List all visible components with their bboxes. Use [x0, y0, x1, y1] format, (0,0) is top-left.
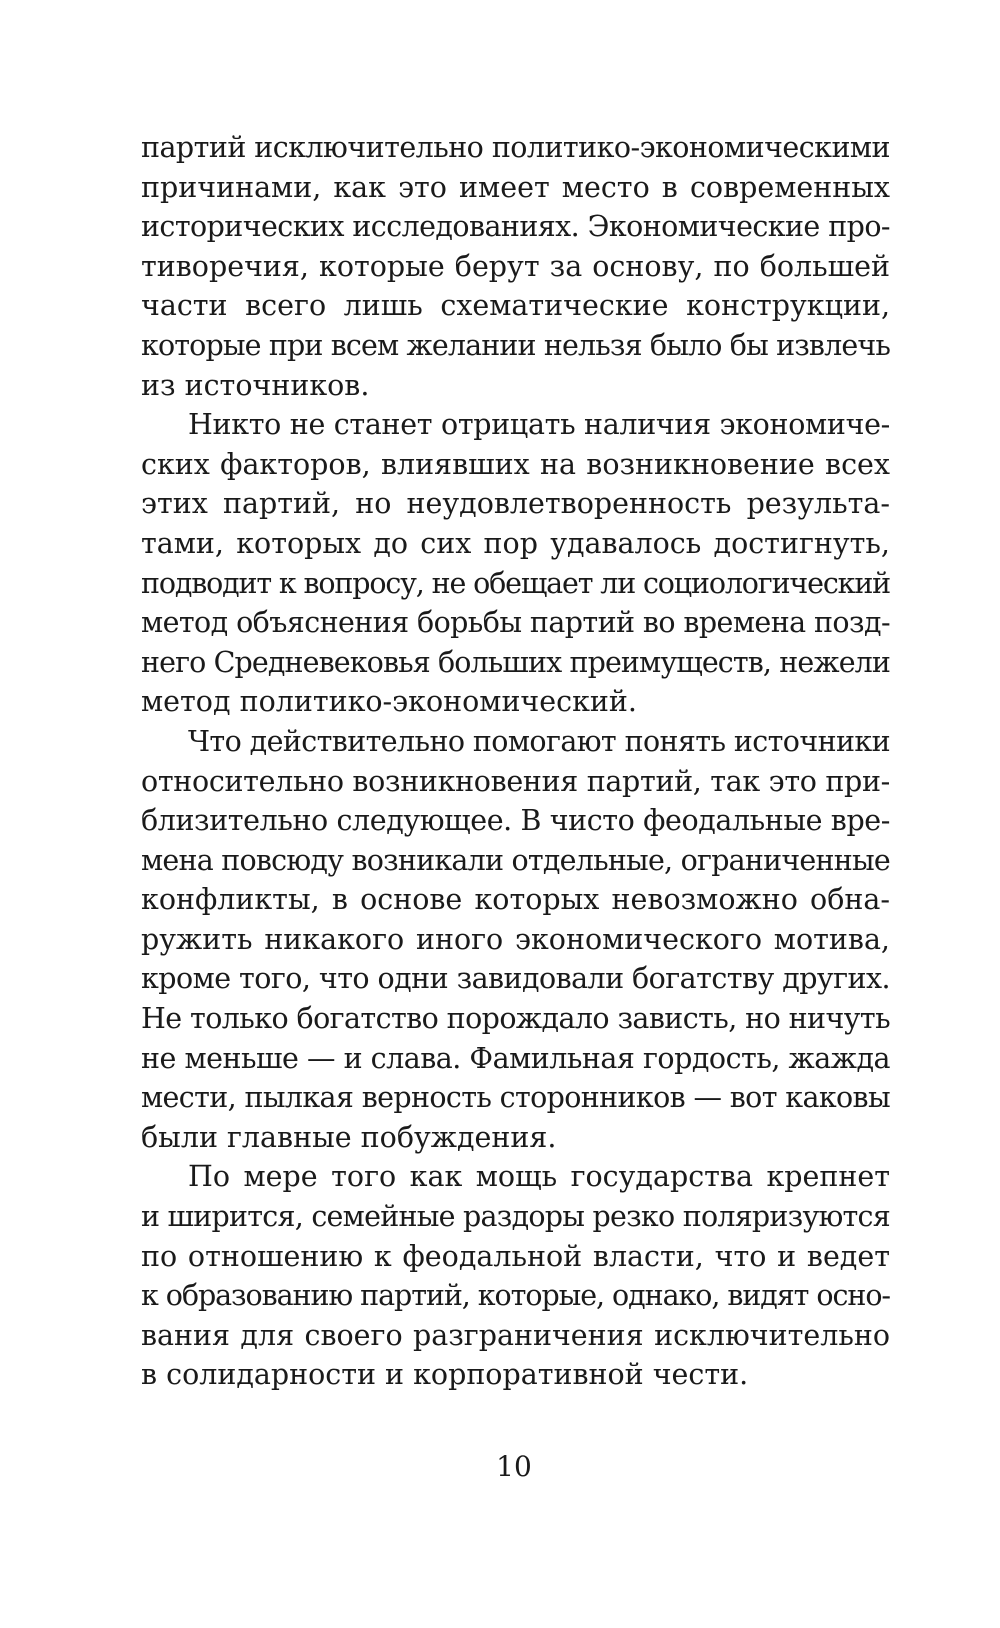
text-line: из источников. [141, 368, 370, 402]
text-line: подводит к вопросу, не обещает ли социологический [141, 566, 891, 600]
text-line: этих партий, но неудовлетворенность результа- [141, 487, 890, 521]
text-line: ружить никакого иного экономического мотива, [141, 922, 890, 956]
text-line: тиворечия, которые берут за основу, по большей [141, 249, 890, 283]
text-line: близительно следующее. В чисто феодальные вре- [141, 804, 890, 838]
paragraph-2 [141, 405, 890, 722]
page-number: 10 [496, 1450, 532, 1483]
text-line: были главные побуждения. [141, 1120, 557, 1154]
paragraph-3 [141, 722, 890, 1158]
text-line: относительно возникновения партий, так это при- [141, 764, 890, 798]
text-line: метод политико-экономический. [141, 685, 637, 719]
text-line: Что действительно помогают понять источники [188, 724, 890, 758]
text-line: тами, которых до сих пор удавалось достигнуть, [141, 526, 890, 560]
text-line: кроме того, что одни завидовали богатству других. [141, 962, 890, 996]
text-line: и ширится, семейные раздоры резко поляризуются [141, 1200, 890, 1234]
text-line: части всего лишь схематические конструкции, [141, 289, 890, 323]
text-line: исторических исследованиях. Экономические про- [141, 210, 890, 244]
text-line: мена повсюду возникали отдельные, ограниченные [141, 843, 890, 877]
text-line: причинами, как это имеет место в современных [141, 170, 890, 204]
text-line: ских факторов, влиявших на возникновение всех [141, 447, 890, 481]
text-line: мести, пылкая верность сторонников — вот каковы [141, 1081, 890, 1115]
text-line: по отношению к феодальной власти, что и ведет [141, 1239, 890, 1273]
text-line: партий исключительно политико-экономическими [141, 131, 890, 164]
text-line: По мере того как мощь государства крепнет [188, 1160, 890, 1194]
text-line: метод объяснения борьбы партий во времена позд- [141, 606, 890, 640]
text-line: конфликты, в основе которых невозможно обна- [141, 883, 890, 917]
text-line: которые при всем желании нельзя было бы извлечь [141, 328, 890, 362]
text-line: вания для своего разграничения исключительно [141, 1318, 890, 1352]
text-line: в солидарности и корпоративной чести. [141, 1358, 749, 1392]
text-line: не меньше — и слава. Фамильная гордость, жажда [141, 1041, 891, 1075]
body-text [141, 128, 890, 1395]
text-line: к образованию партий, которые, однако, видят осно- [141, 1279, 890, 1313]
text-line: него Средневековья больших преимуществ, нежели [141, 645, 890, 679]
paragraph-4 [141, 1157, 890, 1395]
paragraph-1 [141, 128, 890, 405]
text-line: Никто не станет отрицать наличия экономиче- [188, 408, 890, 442]
text-line: Не только богатство порождало зависть, но ничуть [141, 1002, 890, 1036]
